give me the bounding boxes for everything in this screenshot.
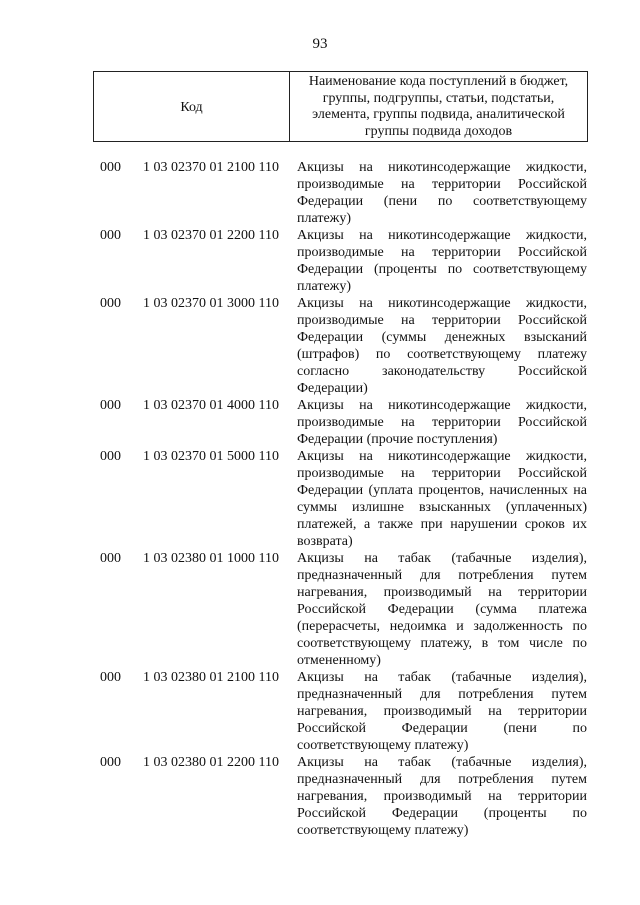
- revenue-code: 1 03 02370 01 5000 110: [143, 449, 279, 464]
- table-row: [0, 550, 640, 669]
- revenue-code: 1 03 02370 01 2100 110: [143, 160, 279, 175]
- table-row: [0, 397, 640, 448]
- revenue-code: 1 03 02370 01 3000 110: [143, 296, 279, 311]
- revenue-description: Акцизы на табак (табачные изделия), предназначенный для потребления путем нагревания, производимый на территории Российской Федерации (проценты по соответствующему платежу): [297, 755, 587, 838]
- revenue-description: Акцизы на табак (табачные изделия), предназначенный для потребления путем нагревания, производимый на территории Российской Федерации (пени по соответствующему платежу): [297, 670, 587, 753]
- revenue-code: 1 03 02380 01 2100 110: [143, 670, 279, 685]
- table-row: [0, 754, 640, 839]
- header-name-cell: Наименование кода поступлений в бюджет, группы, подгруппы, статьи, подстатьи, элемента, группы подвида, аналитической группы подвида доходов: [308, 74, 569, 139]
- revenue-description: Акцизы на никотинсодержащие жидкости, производимые на территории Российской Федерации (уплата процентов, начисленных на суммы излишне взысканных (уплаченных) платежей, а также при нарушении сроков их возврата): [297, 449, 587, 549]
- page-number: 93: [312, 36, 328, 52]
- admin-code: 000: [100, 755, 121, 770]
- table-row: [0, 448, 640, 550]
- table-row: [0, 295, 640, 397]
- admin-code: 000: [100, 398, 121, 413]
- revenue-code: 1 03 02380 01 2200 110: [143, 755, 279, 770]
- revenue-code: 1 03 02380 01 1000 110: [143, 551, 279, 566]
- admin-code: 000: [100, 228, 121, 243]
- admin-code: 000: [100, 449, 121, 464]
- revenue-description: Акцизы на никотинсодержащие жидкости, производимые на территории Российской Федерации (проценты по соответствующему платежу): [297, 228, 587, 294]
- table-body: [0, 159, 640, 839]
- admin-code: 000: [100, 670, 121, 685]
- table-header: [93, 71, 588, 142]
- revenue-code: 1 03 02370 01 2200 110: [143, 228, 279, 243]
- table-row: [0, 159, 640, 227]
- admin-code: 000: [100, 296, 121, 311]
- table-row: [0, 669, 640, 754]
- admin-code: 000: [100, 551, 121, 566]
- table-row: [0, 227, 640, 295]
- revenue-code: 1 03 02370 01 4000 110: [143, 398, 279, 413]
- header-code-cell: Код: [94, 72, 290, 141]
- revenue-description: Акцизы на табак (табачные изделия), предназначенный для потребления путем нагревания, производимый на территории Российской Федерации (сумма платежа (перерасчеты, недоимка и задолженность по соответствующему платежу, в том числе по отмененному): [297, 551, 587, 668]
- revenue-description: Акцизы на никотинсодержащие жидкости, производимые на территории Российской Федерации (суммы денежных взысканий (штрафов) по соответствующему платежу согласно законодательству Российской Федерации): [297, 296, 587, 396]
- admin-code: 000: [100, 160, 121, 175]
- revenue-description: Акцизы на никотинсодержащие жидкости, производимые на территории Российской Федерации (пени по соответствующему платежу): [297, 160, 587, 226]
- revenue-description: Акцизы на никотинсодержащие жидкости, производимые на территории Российской Федерации (прочие поступления): [297, 398, 587, 447]
